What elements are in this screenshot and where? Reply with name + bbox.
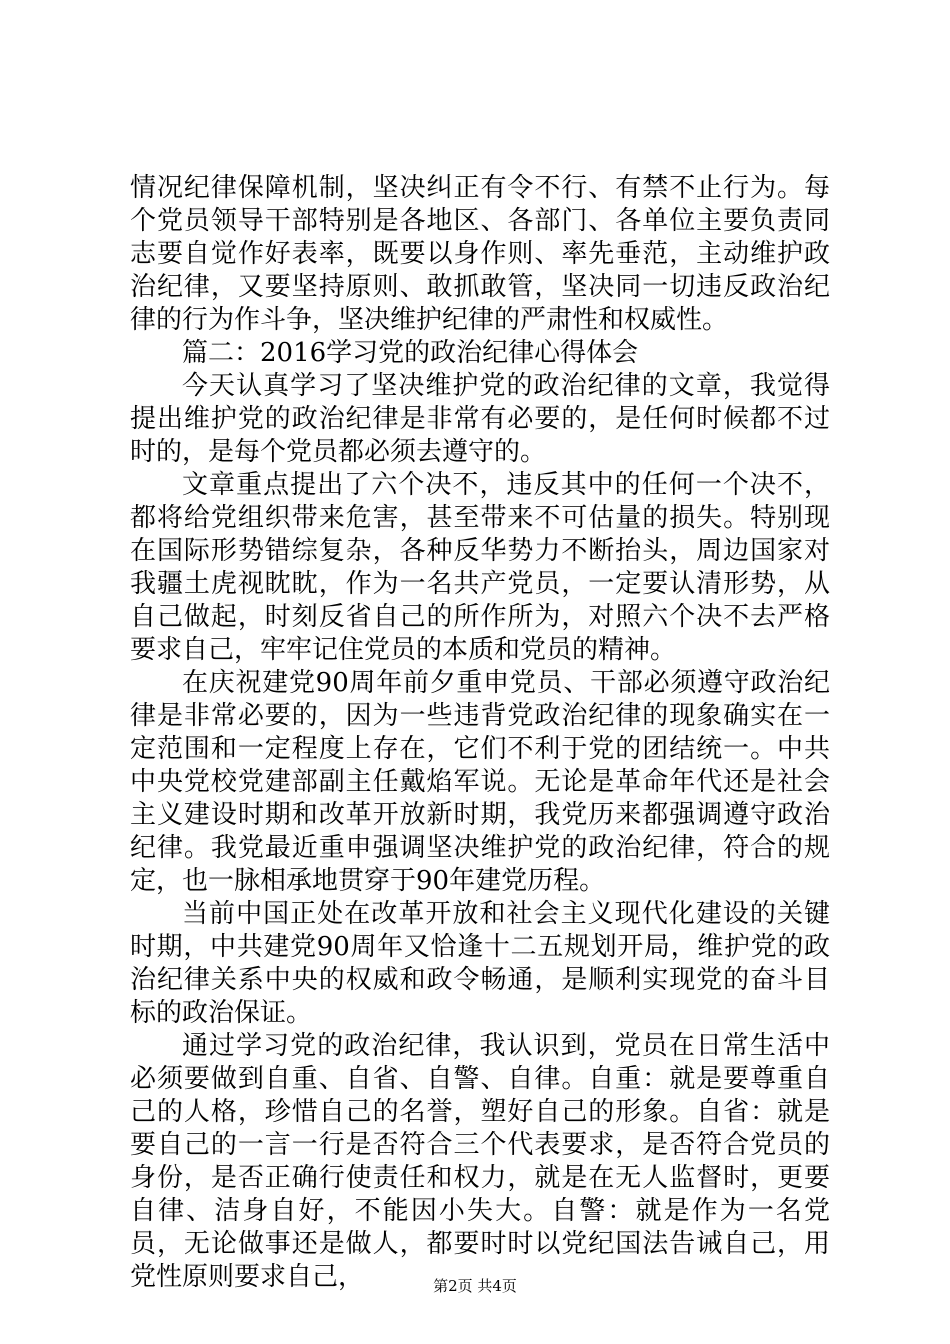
page-number-footer: 第2页 共4页 [433, 1277, 517, 1295]
paragraph: 文章重点提出了六个决不，违反其中的任何一个决不，都将给党组织带来危害，甚至带来不可估量的损失。特别现在国际形势错综复杂，各种反华势力不断抬头，周边国家对我疆土虎视眈眈，作为一名共产党员，一定要认清形势，从自己做起，时刻反省自己的所作所为，对照六个决不去严格要求自己，牢牢记住党员的本质和党员的精神。 [130, 470, 830, 665]
paragraph: 当前中国正处在改革开放和社会主义现代化建设的关键时期，中共建党90周年又恰逢十二五规划开局，维护党的政治纪律关系中央的权威和政令畅通，是顺利实现党的奋斗目标的政治保证。 [130, 899, 830, 1028]
paragraph: 通过学习党的政治纪律，我认识到，党员在日常生活中必须要做到自重、自省、自警、自律。自重：就是要尊重自己的人格，珍惜自己的名誉，塑好自己的形象。自省：就是要自己的一言一行是否符合三个代表要求，是否符合党员的身份，是否正确行使责任和权力，就是在无人监督时，更要自律、洁身自好，不能因小失大。自警：就是作为一名党员，无论做事还是做人，都要时时以党纪国法告诫自己，用党性原则要求自己， [130, 1031, 830, 1292]
section-heading: 篇二：2016学习党的政治纪律心得体会 [182, 338, 639, 368]
document-body [130, 172, 830, 1294]
paragraph: 在庆祝建党90周年前夕重申党员、干部必须遵守政治纪律是非常必要的，因为一些违背党政治纪律的现象确实在一定范围和一定程度上存在，它们不利于党的团结统一。中共中央党校党建部副主任戴焰军说。无论是革命年代还是社会主义建设时期和改革开放新时期，我党历来都强调遵守政治纪律。我党最近重申强调坚决维护党的政治纪律，符合的规定，也一脉相承地贯穿于90年建党历程。 [130, 668, 830, 896]
paragraph: 今天认真学习了坚决维护党的政治纪律的文章，我觉得提出维护党的政治纪律是非常有必要的，是任何时候都不过时的，是每个党员都必须去遵守的。 [130, 371, 830, 467]
paragraph-continuation: 情况纪律保障机制，坚决纠正有令不行、有禁不止行为。每个党员领导干部特别是各地区、各部门、各单位主要负责同志要自觉作好表率，既要以身作则、率先垂范，主动维护政治纪律，又要坚持原则、敢抓敢管，坚决同一切违反政治纪律的行为作斗争，坚决维护纪律的严肃性和权威性。 [130, 173, 830, 335]
